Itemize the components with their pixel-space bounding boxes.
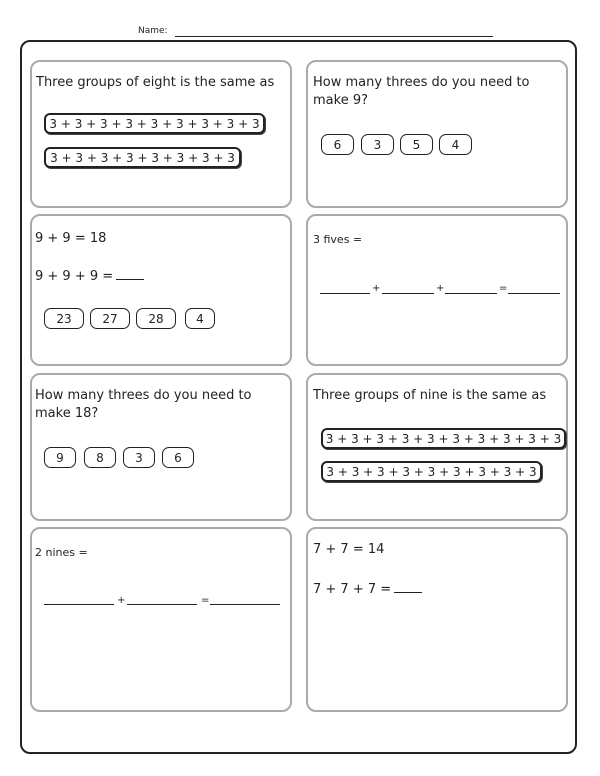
answer-option[interactable]: 3 + 3 + 3 + 3 + 3 + 3 + 3 + 3 + 3 + 3 — [321, 428, 566, 449]
answer-blank[interactable] — [382, 293, 434, 294]
card-nines-addition — [30, 214, 292, 366]
equation-line: 7 + 7 = 14 — [313, 542, 385, 557]
answer-option[interactable]: 3 — [123, 447, 155, 468]
equation-line — [35, 268, 144, 286]
equation-text: 9 + 9 + 9 = — [35, 269, 114, 284]
card-two-nines — [30, 527, 292, 712]
answer-option[interactable]: 9 — [44, 447, 76, 468]
card-prompt: Three groups of nine is the same as — [313, 388, 547, 403]
answer-option[interactable]: 3 + 3 + 3 + 3 + 3 + 3 + 3 + 3 + 3 — [44, 113, 265, 134]
answer-option[interactable]: 8 — [84, 447, 116, 468]
equation-line — [313, 581, 422, 599]
answer-option[interactable]: 3 — [361, 134, 394, 155]
equation-line: 9 + 9 = 18 — [35, 231, 107, 246]
answer-option[interactable]: 23 — [44, 308, 84, 329]
answer-blank[interactable] — [320, 293, 370, 294]
card-threes-make-9 — [306, 60, 568, 208]
answer-blank[interactable] — [127, 604, 197, 605]
equation-text: 7 + 7 + 7 = — [313, 582, 392, 597]
card-prompt: 3 fives = — [313, 233, 363, 246]
answer-blank[interactable] — [508, 293, 560, 294]
answer-blank[interactable] — [445, 293, 497, 294]
card-three-groups-of-eight — [30, 60, 292, 208]
name-line[interactable] — [175, 36, 493, 37]
equals-sign: = — [201, 595, 210, 606]
card-prompt: How many threes do you need to make 18? — [35, 388, 252, 421]
answer-option[interactable]: 4 — [439, 134, 472, 155]
card-prompt: Three groups of eight is the same as — [36, 75, 275, 90]
answer-blank[interactable] — [210, 604, 280, 605]
card-sevens-addition — [306, 527, 568, 712]
answer-option[interactable]: 27 — [90, 308, 130, 329]
answer-option[interactable]: 3 + 3 + 3 + 3 + 3 + 3 + 3 + 3 + 3 — [321, 461, 542, 482]
name-label: Name: — [138, 26, 168, 36]
answer-option[interactable]: 6 — [321, 134, 354, 155]
card-prompt: How many threes do you need to make 9? — [313, 75, 530, 108]
card-three-groups-of-nine — [306, 373, 568, 521]
card-prompt: 2 nines = — [35, 546, 88, 559]
answer-option[interactable]: 3 + 3 + 3 + 3 + 3 + 3 + 3 + 3 — [44, 147, 241, 168]
plus-sign: + — [372, 283, 381, 294]
answer-option[interactable]: 5 — [400, 134, 433, 155]
plus-sign: + — [436, 283, 445, 294]
answer-blank[interactable] — [116, 279, 144, 280]
card-three-fives — [306, 214, 568, 366]
plus-sign: + — [117, 595, 126, 606]
card-threes-make-18 — [30, 373, 292, 521]
answer-blank[interactable] — [394, 592, 422, 593]
answer-option[interactable]: 6 — [162, 447, 194, 468]
answer-option[interactable]: 4 — [185, 308, 215, 329]
answer-blank[interactable] — [44, 604, 114, 605]
equals-sign: = — [499, 283, 508, 294]
answer-option[interactable]: 28 — [136, 308, 176, 329]
